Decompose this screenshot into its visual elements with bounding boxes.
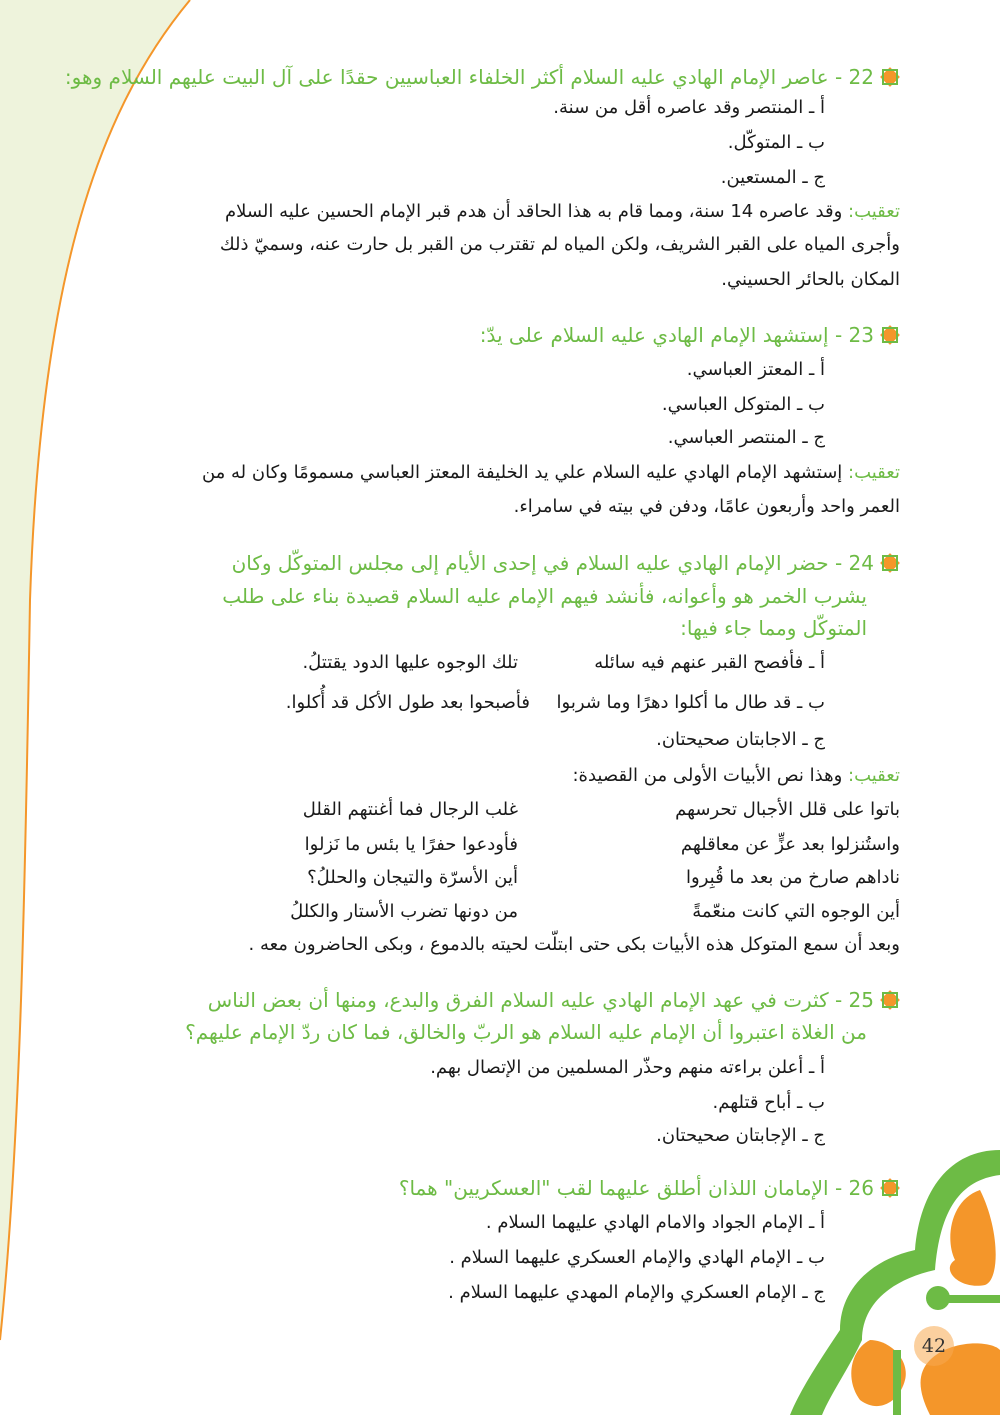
poem-line-2-first: واستُنزلوا بعد عزٍّ عن معاقلهم (680, 834, 900, 855)
question-24-comment: تعقيب: وهذا نص الأبيات الأولى من القصيدة: (572, 765, 900, 786)
question-22-title: 22 - عاصر الإمام الهادي عليه السلام أكثر الخلفاء العباسيين حقدًا على آل البيت عليهم السلام وهو: (65, 62, 900, 92)
question-24-title-3: المتوكّل ومما جاء فيها: (680, 616, 867, 640)
ornament-star-icon (880, 990, 900, 1010)
question-23-option-b: ب ـ المتوكل العباسي. (661, 394, 825, 415)
question-24-option-c: ج ـ الاجابتان صحيحتان. (656, 729, 825, 750)
question-22-option-a: أ ـ المنتصر وقد عاصره أقل من سنة. (553, 97, 825, 118)
poem-line-4-first: أين الوجوه التي كانت منعّمةً (692, 901, 900, 922)
question-25-option-a: أ ـ أعلن براءته منهم وحذّر المسلمين من الإتصال بهم. (430, 1057, 825, 1078)
question-24-title-2: يشرب الخمر هو وأعوانه، فأنشد فيهم الإمام عليه السلام قصيدة بناء على طلب (222, 584, 867, 608)
question-23-option-c: ج ـ المنتصر العباسي. (667, 427, 825, 448)
question-26-title: 26 - الإمامان اللذان أطلق عليهما لقب "العسكريين" هما؟ (399, 1173, 900, 1203)
question-26-option-c: ج ـ الإمام العسكري والإمام المهدي عليهما السلام . (448, 1282, 825, 1303)
poem-line-1-first: باتوا على قلل الأجبال تحرسهم (675, 799, 900, 820)
question-24-option-a: أ ـ فأفصح القبر عنهم فيه سائله (594, 652, 825, 673)
poem-line-4-second: من دونها تضرب الأستار والكللُ (290, 901, 518, 922)
comment-label: تعقيب: (848, 201, 900, 222)
question-25-option-b: ب ـ أباح قتلهم. (712, 1092, 825, 1113)
question-23-comment-2: العمر واحد وأربعون عامًا، ودفن في بيته في سامراء. (513, 496, 900, 517)
question-23-comment-1: تعقيب: إستشهد الإمام الهادي عليه السلام علي يد الخليفة المعتز العباسي مسمومًا وكان له من (201, 462, 900, 483)
question-25-title-1: 25 - كثرت في عهد الإمام الهادي عليه السلام الفرق والبدع، ومنها أن بعض الناس (208, 985, 900, 1015)
question-22-comment-3: المكان بالحائر الحسيني. (721, 269, 900, 290)
question-22-comment-2: وأجرى المياه على القبر الشريف، ولكن المياه لم تقترب من القبر بل حارت عنه، وسميّ ذلك (219, 234, 900, 255)
question-22-option-c: ج ـ المستعين. (720, 167, 825, 188)
question-26-option-b: ب ـ الإمام الهادي والإمام العسكري عليهما السلام . (449, 1247, 825, 1268)
poem-line-2-second: فأودعوا حفرًا يا بئس ما نَزلوا (304, 834, 518, 855)
question-25-title-2: من الغلاة اعتبروا أن الإمام عليه السلام هو الربّ والخالق، فما كان ردّ الإمام عليهم؟ (185, 1020, 867, 1044)
poem-line-3-second: أين الأسرّة والتيجان والحللُ؟ (307, 867, 518, 888)
question-26-option-a: أ ـ الإمام الجواد والامام الهادي عليهما السلام . (485, 1212, 825, 1233)
question-22-comment-1: تعقيب: وقد عاصره 14 سنة، ومما قام به هذا الحاقد أن هدم قبر الإمام الحسين عليه السلام (224, 201, 900, 222)
ornament-star-icon (880, 325, 900, 345)
question-23-option-a: أ ـ المعتز العباسي. (686, 359, 825, 380)
question-24-title-1: 24 - حضر الإمام الهادي عليه السلام في إحدى الأيام إلى مجلس المتوكّل وكان (232, 548, 900, 578)
comment-label: تعقيب: (848, 765, 900, 786)
poem-line-3-first: ناداهم صارخ من بعد ما قُبِروا (686, 867, 900, 888)
question-24-option-b: ب ـ قد طال ما أكلوا دهرًا وما شربوا (556, 692, 825, 713)
question-25-option-c: ج ـ الإجابتان صحيحتان. (656, 1125, 825, 1146)
question-23-title: 23 - إستشهد الإمام الهادي عليه السلام على يدّ: (480, 320, 900, 350)
question-24-option-a-verse: تلك الوجوه عليها الدود يقتتلُ. (302, 652, 518, 673)
page-number: 42 (914, 1326, 954, 1366)
question-24-closing: وبعد أن سمع المتوكل هذه الأبيات بكى حتى ابتلّت لحيته بالدموع ، وبكى الحاضرون معه . (248, 934, 900, 955)
ornament-star-icon (880, 553, 900, 573)
ornament-star-icon (880, 67, 900, 87)
question-22-option-b: ب ـ المتوكّل. (727, 132, 825, 153)
ornament-star-icon (880, 1178, 900, 1198)
comment-label: تعقيب: (848, 462, 900, 483)
question-24-option-b-verse: فأصبحوا بعد طول الأكل قد أُكلوا. (285, 692, 530, 713)
poem-line-1-second: غلب الرجال فما أغنتهم القلل (302, 799, 518, 820)
